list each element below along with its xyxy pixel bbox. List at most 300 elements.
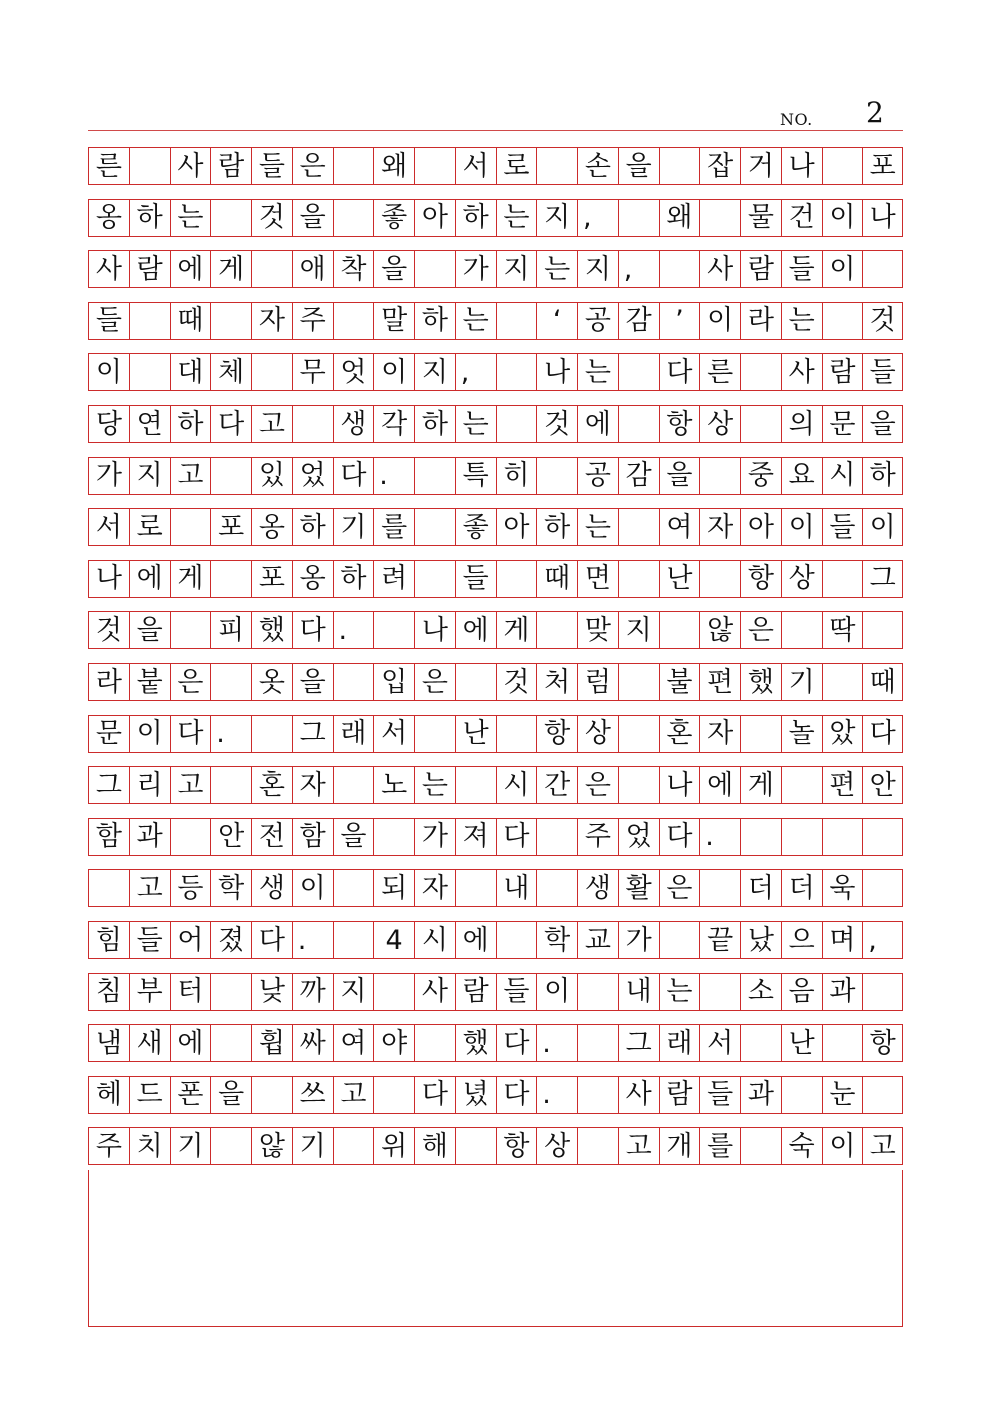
grid-cell: 각: [373, 406, 414, 442]
grid-cell: 있: [251, 458, 292, 494]
grid-cell: 더: [781, 870, 822, 906]
grid-cell: 을: [129, 612, 170, 648]
grid-cell: 자: [699, 716, 740, 752]
grid-cell: [210, 767, 251, 803]
grid-cell: 다: [170, 716, 211, 752]
grid-cell: 때: [170, 303, 211, 339]
grid-cell: 싸: [292, 1025, 333, 1061]
grid-cell: 이: [373, 354, 414, 390]
grid-cell: 자: [414, 870, 455, 906]
grid-cell: [455, 767, 496, 803]
grid-cell: 고: [170, 458, 211, 494]
grid-cell: 나: [536, 354, 577, 390]
grid-cell: 좋: [455, 509, 496, 545]
grid-cell: 났: [740, 922, 781, 958]
grid-cell: [292, 406, 333, 442]
grid-cell: 다: [333, 458, 374, 494]
grid-cell: [333, 200, 374, 236]
grid-cell: 것: [496, 664, 537, 700]
grid-row: [88, 302, 903, 340]
grid-cell: 들: [862, 354, 903, 390]
grid-cell: 숙: [781, 1128, 822, 1164]
grid-cell: .: [373, 458, 414, 494]
grid-cell: 하: [414, 406, 455, 442]
grid-cell: 여: [333, 1025, 374, 1061]
grid-cell: 포: [862, 148, 903, 184]
grid-cell: 하: [333, 561, 374, 597]
grid-cell: [536, 458, 577, 494]
grid-cell: [455, 664, 496, 700]
grid-cell: [659, 148, 700, 184]
grid-cell: 는: [455, 303, 496, 339]
grid-cell: 사: [88, 251, 129, 287]
grid-cell: 지: [414, 354, 455, 390]
grid-cell: [210, 1128, 251, 1164]
grid-cell: 져: [455, 819, 496, 855]
grid-row: [88, 147, 903, 185]
grid-cell: 서: [699, 1025, 740, 1061]
grid-cell: 공: [577, 303, 618, 339]
grid-row: [88, 199, 903, 237]
empty-bottom-frame: [88, 1170, 903, 1327]
grid-cell: 거: [740, 148, 781, 184]
grid-cell: 부: [129, 974, 170, 1010]
grid-cell: [333, 148, 374, 184]
grid-cell: 지: [333, 974, 374, 1010]
grid-cell: 가: [88, 458, 129, 494]
grid-cell: [862, 870, 903, 906]
grid-cell: 생: [577, 870, 618, 906]
grid-cell: 들: [699, 1077, 740, 1113]
grid-cell: [659, 922, 700, 958]
grid-cell: 냄: [88, 1025, 129, 1061]
grid-cell: 에: [170, 1025, 211, 1061]
grid-cell: 항: [862, 1025, 903, 1061]
grid-cell: 놀: [781, 716, 822, 752]
grid-cell: [822, 1025, 863, 1061]
grid-cell: 해: [414, 1128, 455, 1164]
grid-cell: [618, 509, 659, 545]
grid-cell: 난: [455, 716, 496, 752]
grid-cell: 람: [822, 354, 863, 390]
grid-cell: 옷: [251, 664, 292, 700]
grid-cell: 하: [455, 200, 496, 236]
grid-cell: 상: [536, 1128, 577, 1164]
grid-cell: 이: [292, 870, 333, 906]
grid-cell: 감: [618, 303, 659, 339]
grid-cell: 은: [659, 870, 700, 906]
grid-cell: 문: [822, 406, 863, 442]
grid-cell: [333, 1128, 374, 1164]
grid-cell: 럼: [577, 664, 618, 700]
grid-cell: [536, 148, 577, 184]
grid-cell: [373, 1077, 414, 1113]
grid-cell: 이: [536, 974, 577, 1010]
grid-cell: [496, 561, 537, 597]
grid-cell: [414, 251, 455, 287]
grid-cell: [373, 612, 414, 648]
grid-cell: [822, 561, 863, 597]
grid-cell: 히: [496, 458, 537, 494]
grid-cell: [781, 767, 822, 803]
grid-cell: 항: [496, 1128, 537, 1164]
grid-cell: 하: [170, 406, 211, 442]
grid-cell: [414, 1025, 455, 1061]
grid-cell: 다: [251, 922, 292, 958]
grid-cell: 라: [88, 664, 129, 700]
grid-cell: 로: [496, 148, 537, 184]
grid-cell: 것: [251, 200, 292, 236]
grid-cell: 물: [740, 200, 781, 236]
grid-cell: 나: [781, 148, 822, 184]
grid-cell: .: [699, 819, 740, 855]
grid-cell: 중: [740, 458, 781, 494]
grid-cell: [210, 664, 251, 700]
grid-cell: 는: [577, 354, 618, 390]
grid-cell: 를: [373, 509, 414, 545]
grid-cell: 상: [577, 716, 618, 752]
grid-cell: 고: [862, 1128, 903, 1164]
grid-row: [88, 405, 903, 443]
grid-cell: 다: [292, 612, 333, 648]
grid-cell: [536, 612, 577, 648]
grid-cell: ,: [577, 200, 618, 236]
grid-cell: [618, 561, 659, 597]
grid-cell: 람: [455, 974, 496, 1010]
grid-cell: 터: [170, 974, 211, 1010]
grid-cell: 활: [618, 870, 659, 906]
grid-cell: 는: [577, 509, 618, 545]
grid-cell: 지: [536, 200, 577, 236]
grid-cell: 포: [210, 509, 251, 545]
grid-cell: [862, 819, 903, 855]
grid-cell: [210, 974, 251, 1010]
grid-row: [88, 869, 903, 907]
grid-cell: 는: [455, 406, 496, 442]
grid-cell: 른: [699, 354, 740, 390]
grid-cell: [781, 819, 822, 855]
grid-cell: 지: [129, 458, 170, 494]
grid-cell: 에: [129, 561, 170, 597]
grid-cell: .: [210, 716, 251, 752]
grid-cell: 과: [129, 819, 170, 855]
grid-cell: 감: [618, 458, 659, 494]
grid-cell: 에: [577, 406, 618, 442]
grid-row: [88, 1024, 903, 1062]
grid-cell: 을: [292, 664, 333, 700]
grid-cell: 었: [618, 819, 659, 855]
grid-cell: [129, 303, 170, 339]
grid-cell: 기: [781, 664, 822, 700]
grid-cell: 다: [496, 1025, 537, 1061]
grid-cell: 을: [333, 819, 374, 855]
grid-cell: 가: [455, 251, 496, 287]
grid-cell: 은: [577, 767, 618, 803]
grid-cell: 들: [822, 509, 863, 545]
grid-cell: [210, 200, 251, 236]
grid-cell: 나: [88, 561, 129, 597]
grid-cell: 자: [251, 303, 292, 339]
grid-cell: [333, 664, 374, 700]
grid-cell: 노: [373, 767, 414, 803]
grid-cell: 끝: [699, 922, 740, 958]
grid-cell: 함: [292, 819, 333, 855]
grid-cell: 며: [822, 922, 863, 958]
grid-cell: 람: [210, 148, 251, 184]
grid-cell: 사: [170, 148, 211, 184]
grid-cell: 체: [210, 354, 251, 390]
grid-cell: 헤: [88, 1077, 129, 1113]
grid-cell: [210, 303, 251, 339]
grid-cell: 것: [88, 612, 129, 648]
grid-cell: 지: [577, 251, 618, 287]
grid-cell: 다: [659, 354, 700, 390]
grid-row: [88, 715, 903, 753]
grid-cell: 건: [781, 200, 822, 236]
grid-cell: .: [292, 922, 333, 958]
grid-cell: ,: [455, 354, 496, 390]
grid-cell: 기: [170, 1128, 211, 1164]
grid-cell: 되: [373, 870, 414, 906]
grid-cell: [210, 561, 251, 597]
grid-cell: 다: [414, 1077, 455, 1113]
grid-cell: 상: [699, 406, 740, 442]
grid-cell: 은: [170, 664, 211, 700]
grid-cell: [618, 664, 659, 700]
grid-cell: 나: [862, 200, 903, 236]
grid-cell: [822, 819, 863, 855]
grid-cell: [822, 664, 863, 700]
grid-cell: [740, 1025, 781, 1061]
grid-cell: 다: [496, 1077, 537, 1113]
grid-cell: 쓰: [292, 1077, 333, 1113]
grid-cell: 은: [414, 664, 455, 700]
grid-cell: 은: [740, 612, 781, 648]
grid-cell: 래: [333, 716, 374, 752]
grid-row: [88, 973, 903, 1011]
grid-cell: ,: [618, 251, 659, 287]
grid-cell: [210, 1025, 251, 1061]
grid-cell: 까: [292, 974, 333, 1010]
grid-cell: ,: [862, 922, 903, 958]
grid-cell: 간: [536, 767, 577, 803]
grid-row: [88, 766, 903, 804]
grid-cell: 에: [699, 767, 740, 803]
grid-cell: 고: [333, 1077, 374, 1113]
grid-cell: [618, 354, 659, 390]
grid-cell: 는: [496, 200, 537, 236]
grid-cell: 는: [659, 974, 700, 1010]
grid-cell: 게: [170, 561, 211, 597]
grid-cell: 함: [88, 819, 129, 855]
grid-cell: [455, 1128, 496, 1164]
grid-cell: [333, 922, 374, 958]
grid-cell: 들: [88, 303, 129, 339]
grid-cell: 이: [88, 354, 129, 390]
grid-cell: 들: [496, 974, 537, 1010]
grid-cell: 어: [170, 922, 211, 958]
grid-cell: 하: [536, 509, 577, 545]
grid-cell: 사: [699, 251, 740, 287]
grid-cell: 학: [536, 922, 577, 958]
grid-cell: [414, 716, 455, 752]
grid-cell: 하: [862, 458, 903, 494]
grid-cell: 사: [781, 354, 822, 390]
grid-cell: 손: [577, 148, 618, 184]
grid-cell: 자: [292, 767, 333, 803]
grid-row: [88, 1127, 903, 1165]
grid-cell: 했: [251, 612, 292, 648]
grid-cell: [781, 612, 822, 648]
grid-cell: 항: [659, 406, 700, 442]
grid-cell: 때: [536, 561, 577, 597]
grid-cell: 폰: [170, 1077, 211, 1113]
grid-cell: 학: [210, 870, 251, 906]
grid-cell: 무: [292, 354, 333, 390]
grid-cell: [740, 819, 781, 855]
grid-cell: 특: [455, 458, 496, 494]
grid-cell: 항: [740, 561, 781, 597]
grid-cell: 람: [740, 251, 781, 287]
grid-cell: 난: [659, 561, 700, 597]
grid-cell: 고: [251, 406, 292, 442]
grid-cell: 힘: [88, 922, 129, 958]
grid-cell: 는: [781, 303, 822, 339]
grid-cell: [373, 974, 414, 1010]
grid-cell: 은: [292, 148, 333, 184]
grid-cell: 당: [88, 406, 129, 442]
grid-cell: 그: [292, 716, 333, 752]
grid-cell: [699, 200, 740, 236]
grid-cell: [862, 1077, 903, 1113]
grid-cell: 자: [699, 509, 740, 545]
grid-cell: [333, 767, 374, 803]
grid-cell: 다: [496, 819, 537, 855]
grid-cell: 낮: [251, 974, 292, 1010]
grid-cell: 요: [781, 458, 822, 494]
grid-cell: 여: [659, 509, 700, 545]
grid-cell: 를: [699, 1128, 740, 1164]
grid-cell: 그: [862, 561, 903, 597]
grid-cell: 기: [333, 509, 374, 545]
grid-cell: 시: [414, 922, 455, 958]
grid-cell: 녔: [455, 1077, 496, 1113]
grid-cell: [210, 458, 251, 494]
grid-cell: 졌: [210, 922, 251, 958]
grid-cell: 다: [210, 406, 251, 442]
grid-cell: 옹: [292, 561, 333, 597]
grid-cell: 이: [862, 509, 903, 545]
grid-cell: [414, 148, 455, 184]
grid-cell: 을: [210, 1077, 251, 1113]
grid-cell: 생: [251, 870, 292, 906]
grid-cell: 상: [781, 561, 822, 597]
grid-cell: 드: [129, 1077, 170, 1113]
grid-cell: [862, 612, 903, 648]
grid-cell: [699, 561, 740, 597]
grid-cell: [618, 200, 659, 236]
grid-cell: 들: [129, 922, 170, 958]
grid-cell: 옹: [251, 509, 292, 545]
grid-cell: 아: [414, 200, 455, 236]
grid-cell: [577, 1128, 618, 1164]
grid-cell: 을: [618, 148, 659, 184]
grid-cell: 난: [781, 1025, 822, 1061]
grid-cell: 처: [536, 664, 577, 700]
grid-cell: 애: [292, 251, 333, 287]
grid-row: [88, 560, 903, 598]
grid-cell: 포: [251, 561, 292, 597]
grid-cell: 좋: [373, 200, 414, 236]
grid-cell: 라: [740, 303, 781, 339]
grid-cell: [496, 406, 537, 442]
grid-cell: 고: [129, 870, 170, 906]
grid-cell: [699, 974, 740, 1010]
grid-cell: 가: [414, 819, 455, 855]
grid-cell: [170, 612, 211, 648]
grid-cell: 의: [781, 406, 822, 442]
grid-cell: 에: [170, 251, 211, 287]
grid-cell: 에: [455, 612, 496, 648]
grid-cell: 붙: [129, 664, 170, 700]
grid-cell: 고: [170, 767, 211, 803]
grid-cell: 않: [699, 612, 740, 648]
grid-cell: 래: [659, 1025, 700, 1061]
grid-cell: 개: [659, 1128, 700, 1164]
grid-cell: 왜: [659, 200, 700, 236]
grid-cell: 음: [781, 974, 822, 1010]
grid-cell: 그: [618, 1025, 659, 1061]
grid-cell: 람: [129, 251, 170, 287]
grid-cell: 불: [659, 664, 700, 700]
grid-cell: 아: [740, 509, 781, 545]
grid-cell: 생: [333, 406, 374, 442]
grid-cell: [822, 303, 863, 339]
grid-cell: 시: [496, 767, 537, 803]
grid-cell: ‘: [536, 303, 577, 339]
grid-cell: 전: [251, 819, 292, 855]
grid-cell: [333, 303, 374, 339]
grid-cell: 나: [414, 612, 455, 648]
grid-cell: 야: [373, 1025, 414, 1061]
grid-cell: [577, 974, 618, 1010]
grid-cell: 휩: [251, 1025, 292, 1061]
grid-cell: [781, 1077, 822, 1113]
grid-cell: [618, 406, 659, 442]
grid-row: [88, 457, 903, 495]
grid-cell: 려: [373, 561, 414, 597]
grid-cell: [496, 716, 537, 752]
grid-cell: [659, 251, 700, 287]
grid-cell: 혼: [251, 767, 292, 803]
grid-cell: 안: [862, 767, 903, 803]
grid-cell: 하: [414, 303, 455, 339]
grid-cell: 엇: [333, 354, 374, 390]
grid-cell: [740, 716, 781, 752]
grid-cell: 옹: [88, 200, 129, 236]
grid-cell: 것: [862, 303, 903, 339]
grid-cell: 들: [455, 561, 496, 597]
grid-cell: 을: [862, 406, 903, 442]
grid-row: [88, 353, 903, 391]
grid-cell: 했: [455, 1025, 496, 1061]
grid-cell: [170, 509, 211, 545]
grid-cell: 욱: [822, 870, 863, 906]
grid-cell: [251, 716, 292, 752]
grid-cell: 않: [251, 1128, 292, 1164]
grid-cell: 게: [210, 251, 251, 287]
grid-cell: 연: [129, 406, 170, 442]
